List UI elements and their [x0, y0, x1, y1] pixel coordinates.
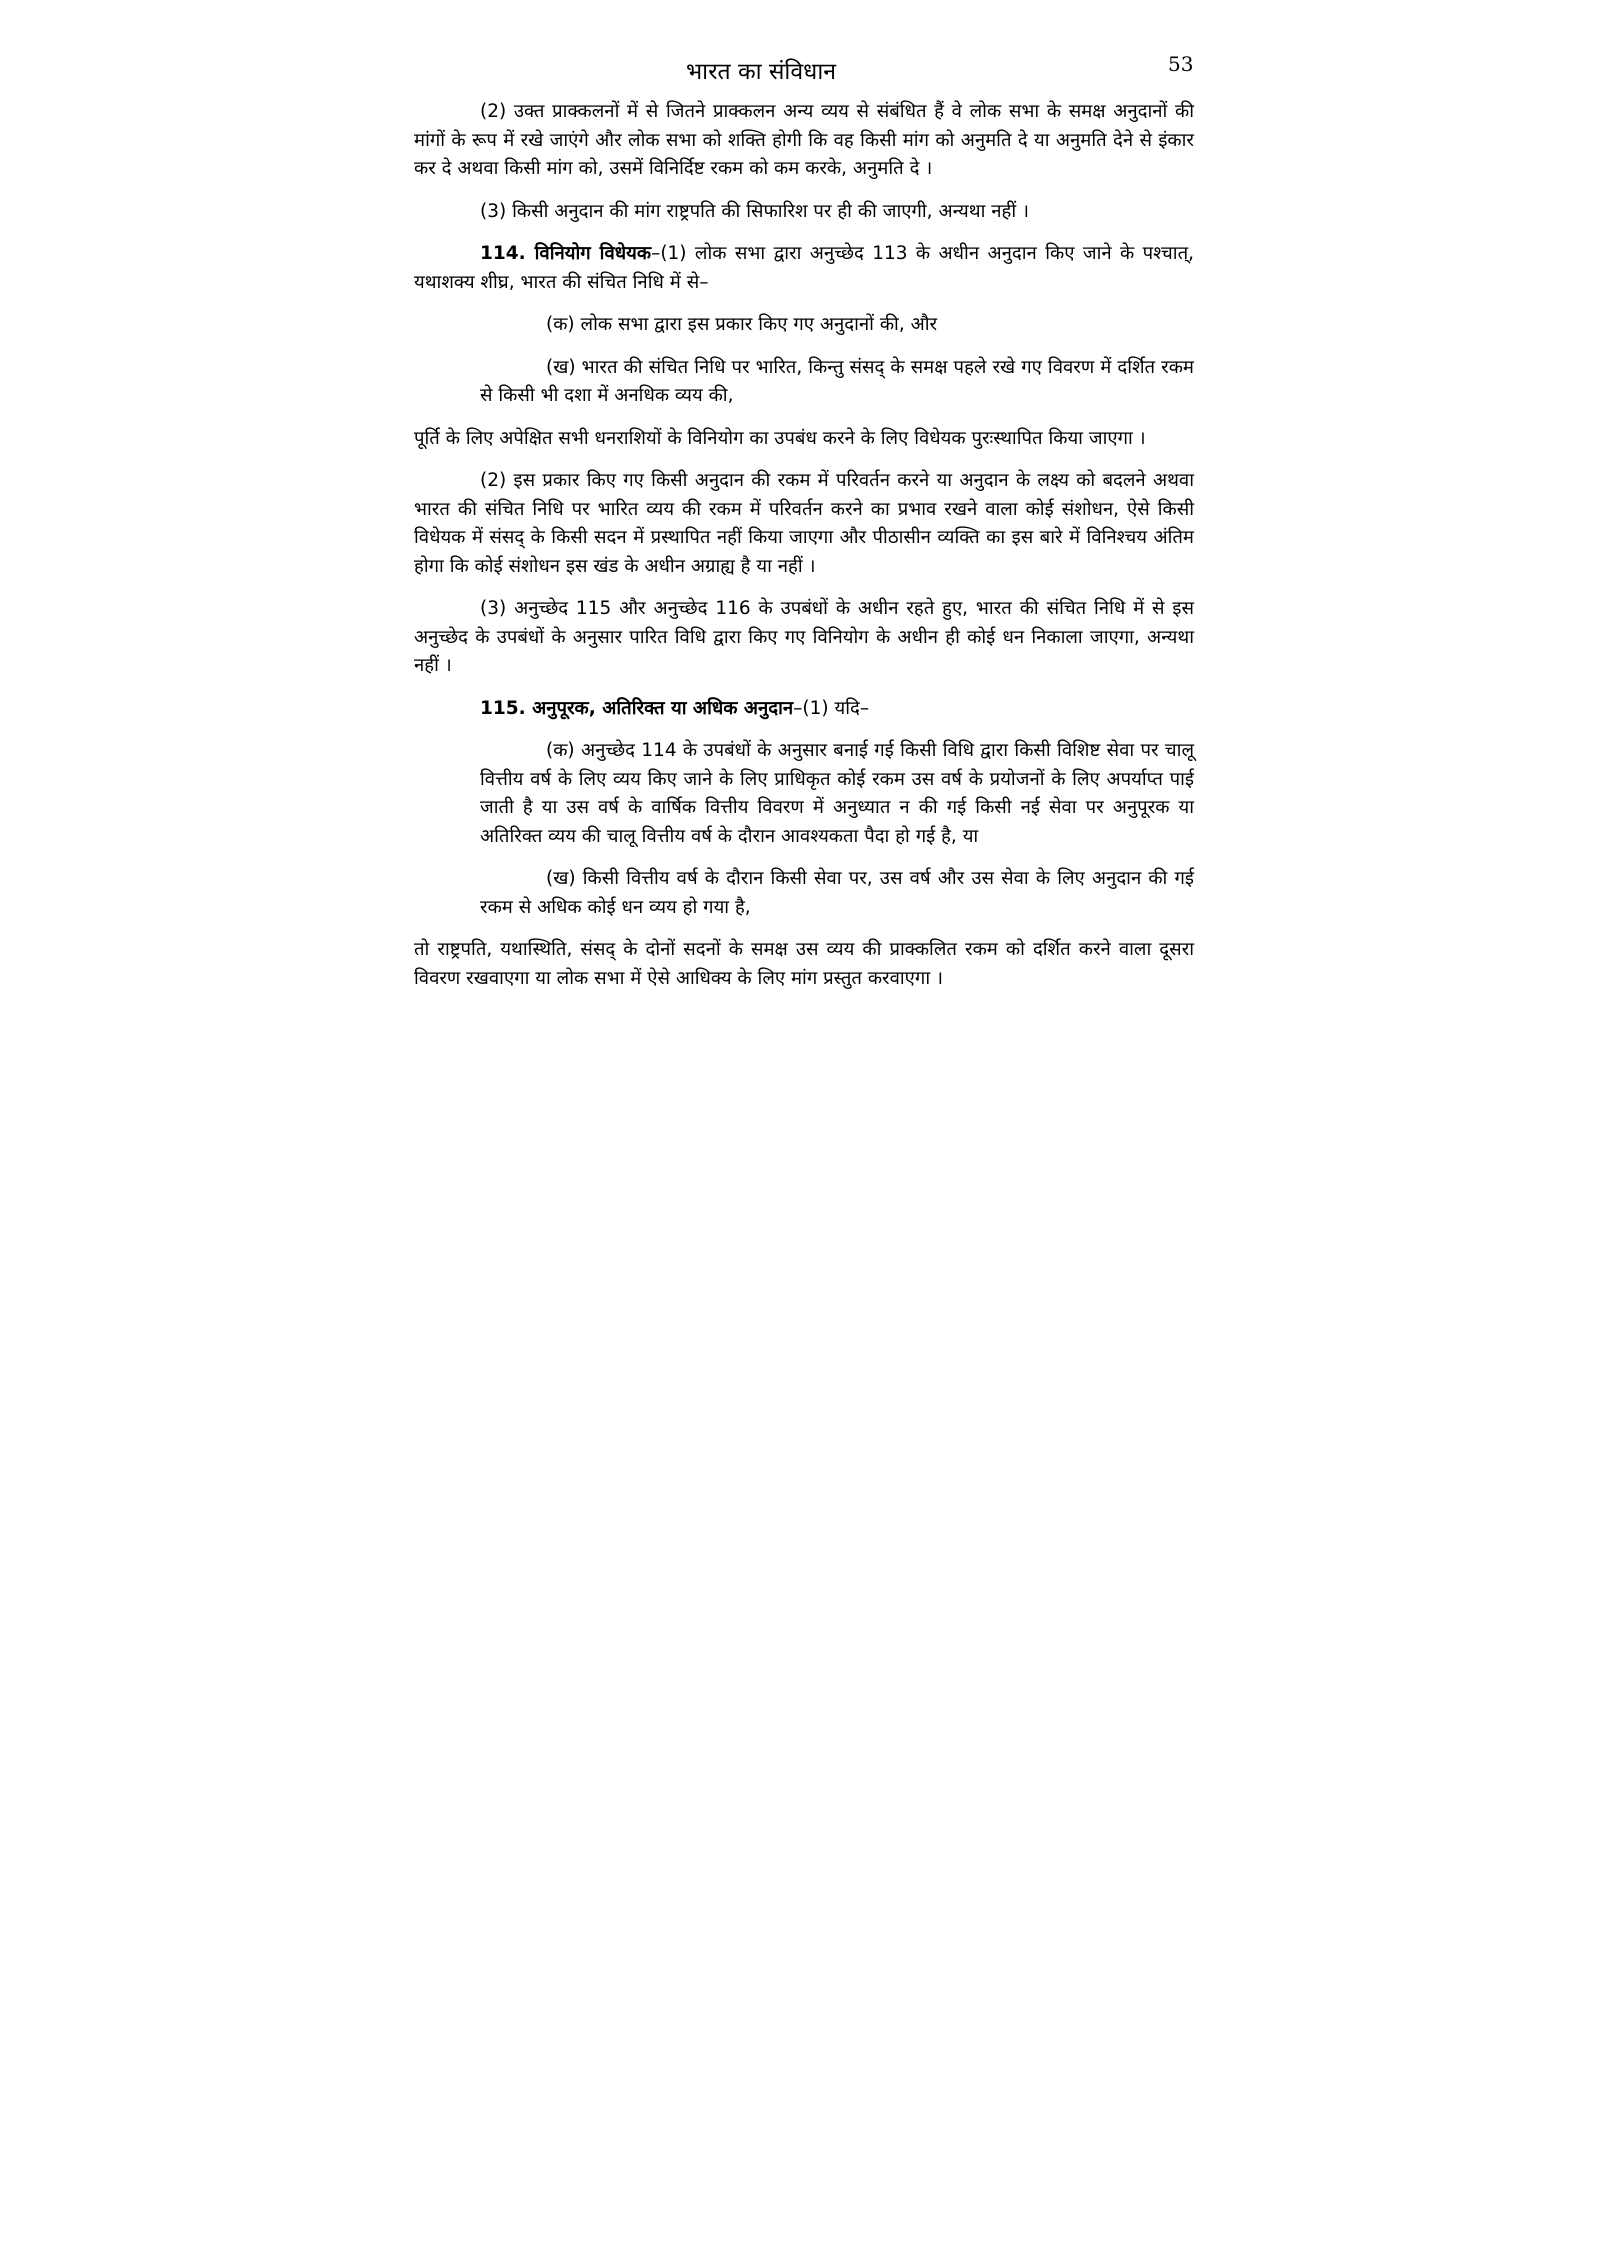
- art114-clause2: (2) इस प्रकार किए गए किसी अनुदान की रकम में परिवर्तन करने या अनुदान के लक्ष्य को बदलने अथवा भारत की संचित निधि पर भारित व्यय की रकम में परिवर्तन करने का प्रभाव रखने वाला कोई संशोधन, ऐसे किसी विधेयक में संसद्‌ के किसी सदन में प्रस्थापित नहीं किया जाएगा और पीठासीन व्यक्ति का इस बारे में विनिश्चय अंतिम होगा कि कोई संशोधन इस खंड के अधीन अग्राह्य है या नहीं ।: [414, 470, 1194, 577]
- art113-clause3: (3) किसी अनुदान की मांग राष्ट्रपति की सिफारिश पर ही की जाएगी, अन्यथा नहीं ।: [480, 200, 1030, 222]
- art114-tail: पूर्ति के लिए अपेक्षित सभी धनराशियों के विनियोग का उपबंध करने के लिए विधेयक पुरःस्थापित किया जाएगा ।: [414, 427, 1146, 449]
- body-text: [414, 98, 1194, 1007]
- art115-item-a: (क) अनुच्छेद 114 के उपबंधों के अनुसार बनाई गई किसी विधि द्वारा किसी विशिष्ट सेवा पर चालू वित्तीय वर्ष के लिए व्यय किए जाने के लिए प्राधिकृत कोई रकम उस वर्ष के प्रयोजनों के लिए अपर्याप्त पाई जाती है या उस वर्ष के वार्षिक वित्तीय विवरण में अनुध्यात न की गई किसी नई सेवा पर अनुपूरक या अतिरिक्त व्यय की चालू वित्तीय वर्ष के दौरान आवश्यकता पैदा हो गई है, या: [480, 740, 1194, 847]
- running-title: भारत का संविधान: [686, 59, 837, 85]
- art114-heading: 114. विनियोग विधेयक: [480, 243, 652, 264]
- art114-clause1: [414, 240, 1194, 297]
- art114-item-a: (क) लोक सभा द्वारा इस प्रकार किए गए अनुदानों की, और: [546, 314, 938, 335]
- art115-clause1: [414, 695, 1194, 724]
- art115-item-b: (ख) किसी वित्तीय वर्ष के दौरान किसी सेवा पर, उस वर्ष और उस सेवा के लिए अनुदान की गई रकम से अधिक कोई धन व्यय हो गया है,: [480, 868, 1194, 918]
- art114-intro: –(1) लोक सभा द्वारा अनुच्छेद 113 के अधीन अनुदान किए जाने के पश्चात्‌, यथाशक्य शीघ्र, भारत की संचित निधि में से–: [414, 243, 1195, 293]
- page-number: 53: [1168, 52, 1194, 76]
- page-header: [0, 50, 1600, 90]
- art114-item-b: (ख) भारत की संचित निधि पर भारित, किन्तु संसद्‌ के समक्ष पहले रखे गए विवरण में दर्शित रकम से किसी भी दशा में अनधिक व्यय की,: [480, 356, 1194, 406]
- art115-heading: 115. अनुपूरक, अतिरिक्त या अधिक अनुदान: [480, 697, 794, 719]
- art113-clause2: (2) उक्त प्राक्कलनों में से जितने प्राक्कलन अन्य व्यय से संबंधित हैं वे लोक सभा के समक्ष अनुदानों की मांगों के रूप में रखे जाएंगे और लोक सभा को शक्ति होगी कि वह किसी मांग को अनुमति दे या अनुमति देने से इंकार कर दे अथवा किसी मांग को, उसमें विनिर्दिष्ट रकम को कम करके, अनुमति दे ।: [414, 101, 1194, 179]
- art115-tail: तो राष्ट्रपति, यथास्थिति, संसद्‌ के दोनों सदनों के समक्ष उस व्यय की प्राक्कलित रकम को दर्शित करने वाला दूसरा विवरण रखवाएगा या लोक सभा में ऐसे आधिक्य के लिए मांग प्रस्तुत करवाएगा ।: [414, 939, 1194, 989]
- art114-clause3: (3) अनुच्छेद 115 और अनुच्छेद 116 के उपबंधों के अधीन रहते हुए, भारत की संचित निधि में से इस अनुच्छेद के उपबंधों के अनुसार पारित विधि द्वारा किए गए विनियोग के अधीन ही कोई धन निकाला जाएगा, अन्यथा नहीं ।: [414, 598, 1194, 676]
- art115-intro: –(1) यदि–: [793, 697, 870, 719]
